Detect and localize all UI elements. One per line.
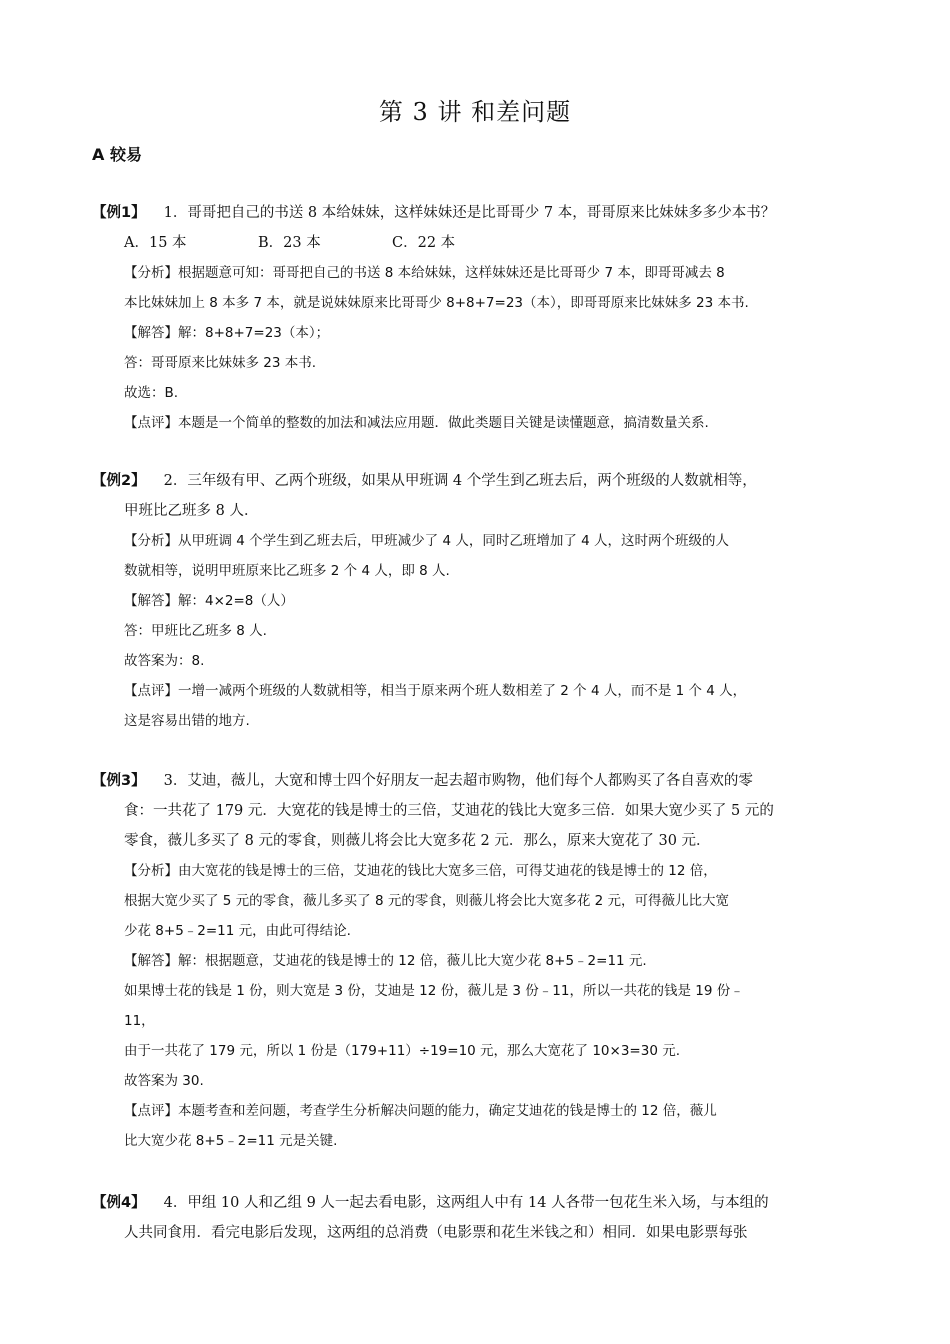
solution-line: 由于一共花了 179 元，所以 1 份是（179+11）÷19=10 元，那么大宽花了 10×3=30 元. xyxy=(124,1043,680,1059)
solution-line: 答：哥哥原来比妹妹多 23 本书. xyxy=(124,355,317,371)
analysis-line: 【分析】由大宽花的钱是博士的三倍，艾迪花的钱比大宽多三倍，可得艾迪花的钱是博士的 12 倍， xyxy=(124,863,717,879)
page-title: 第 3 讲 和差问题 xyxy=(378,98,572,126)
analysis-line: 本比妹妹加上 8 本多 7 本，就是说妹妹原来比哥哥少 8+8+7=23（本），即哥哥原来比妹妹多 23 本书. xyxy=(124,295,749,311)
example-question-line: 甲班比乙班多 8 人． xyxy=(124,503,259,519)
solution-line: 故答案为 30. xyxy=(124,1073,204,1089)
example-tag: 【例2】 xyxy=(92,473,146,489)
comment-line: 【点评】本题是一个简单的整数的加法和减法应用题．做此类题目关键是读懂题意，搞清数量关系. xyxy=(124,415,709,431)
example-tag: 【例1】 xyxy=(92,205,146,221)
solution-line: 11， xyxy=(124,1013,155,1029)
option-b: B．23 本 xyxy=(258,235,321,251)
comment-line: 【点评】本题考查和差问题，考查学生分析解决问题的能力，确定艾迪花的钱是博士的 12 倍，薇儿 xyxy=(124,1103,717,1119)
solution-line: 答：甲班比乙班多 8 人. xyxy=(124,623,267,639)
example-tag: 【例4】 xyxy=(92,1195,146,1211)
difficulty-heading: A 较易 xyxy=(92,145,142,164)
solution-line: 如果博士花的钱是 1 份，则大宽是 3 份，艾迪是 12 份，薇儿是 3 份﹣11，所以一共花的钱是 19 份﹣ xyxy=(124,983,744,999)
example-question-line: 食：一共花了 179 元．大宽花的钱是博士的三倍，艾迪花的钱比大宽多三倍．如果大宽少买了 5 元的 xyxy=(124,803,774,819)
analysis-line: 【分析】根据题意可知：哥哥把自己的书送 8 本给妹妹，这样妹妹还是比哥哥少 7 本，即哥哥减去 8 xyxy=(124,265,725,281)
example-question-line: 人共同食用．看完电影后发现，这两组的总消费（电影票和花生米钱之和）相同．如果电影票每张 xyxy=(124,1225,748,1241)
comment-line: 这是容易出错的地方. xyxy=(124,713,250,729)
option-a: A．15 本 xyxy=(124,235,187,251)
analysis-line: 【分析】从甲班调 4 个学生到乙班去后，甲班减少了 4 人，同时乙班增加了 4 人，这时两个班级的人 xyxy=(124,533,730,549)
comment-line: 【点评】一增一减两个班级的人数就相等，相当于原来两个班人数相差了 2 个 4 人，而不是 1 个 4 人， xyxy=(124,683,747,699)
example-question-line: 零食，薇儿多买了 8 元的零食，则薇儿将会比大宽多花 2 元．那么，原来大宽花了 30 元． xyxy=(124,833,711,849)
example-3 xyxy=(92,766,872,1156)
example-question-line: 【例3】 3．艾迪，薇儿，大宽和博士四个好朋友一起去超市购物，他们每个人都购买了各自喜欢的零 xyxy=(92,773,753,789)
example-tag: 【例3】 xyxy=(92,773,146,789)
example-question-line: 【例2】 2．三年级有甲、乙两个班级，如果从甲班调 4 个学生到乙班去后，两个班级的人数就相等， xyxy=(92,473,757,489)
example-question-line: 【例4】 4．甲组 10 人和乙组 9 人一起去看电影，这两组人中有 14 人各带一包花生米入场，与本组的 xyxy=(92,1195,769,1211)
solution-line: 故答案为：8. xyxy=(124,653,205,669)
option-c: C．22 本 xyxy=(392,235,456,251)
example-2 xyxy=(92,466,872,736)
example-1 xyxy=(92,198,872,438)
solution-line: 【解答】解：8+8+7=23（本）； xyxy=(124,325,330,341)
example-question-line: 【例1】 1．哥哥把自己的书送 8 本给妹妹，这样妹妹还是比哥哥少 7 本，哥哥原来比妹妹多多少本书？ xyxy=(92,205,776,221)
analysis-line: 根据大宽少买了 5 元的零食，薇儿多买了 8 元的零食，则薇儿将会比大宽多花 2 元，可得薇儿比大宽 xyxy=(124,893,730,909)
solution-line: 【解答】解：4×2=8（人） xyxy=(124,593,294,609)
comment-line: 比大宽少花 8+5﹣2=11 元是关键. xyxy=(124,1133,338,1149)
analysis-line: 数就相等，说明甲班原来比乙班多 2 个 4 人，即 8 人. xyxy=(124,563,450,579)
answer-options xyxy=(92,228,872,258)
solution-line: 【解答】解：根据题意，艾迪花的钱是博士的 12 倍，薇儿比大宽少花 8+5﹣2=11 元. xyxy=(124,953,647,969)
example-4 xyxy=(92,1188,872,1248)
analysis-line: 少花 8+5﹣2=11 元，由此可得结论. xyxy=(124,923,351,939)
solution-line: 故选：B. xyxy=(124,385,179,401)
